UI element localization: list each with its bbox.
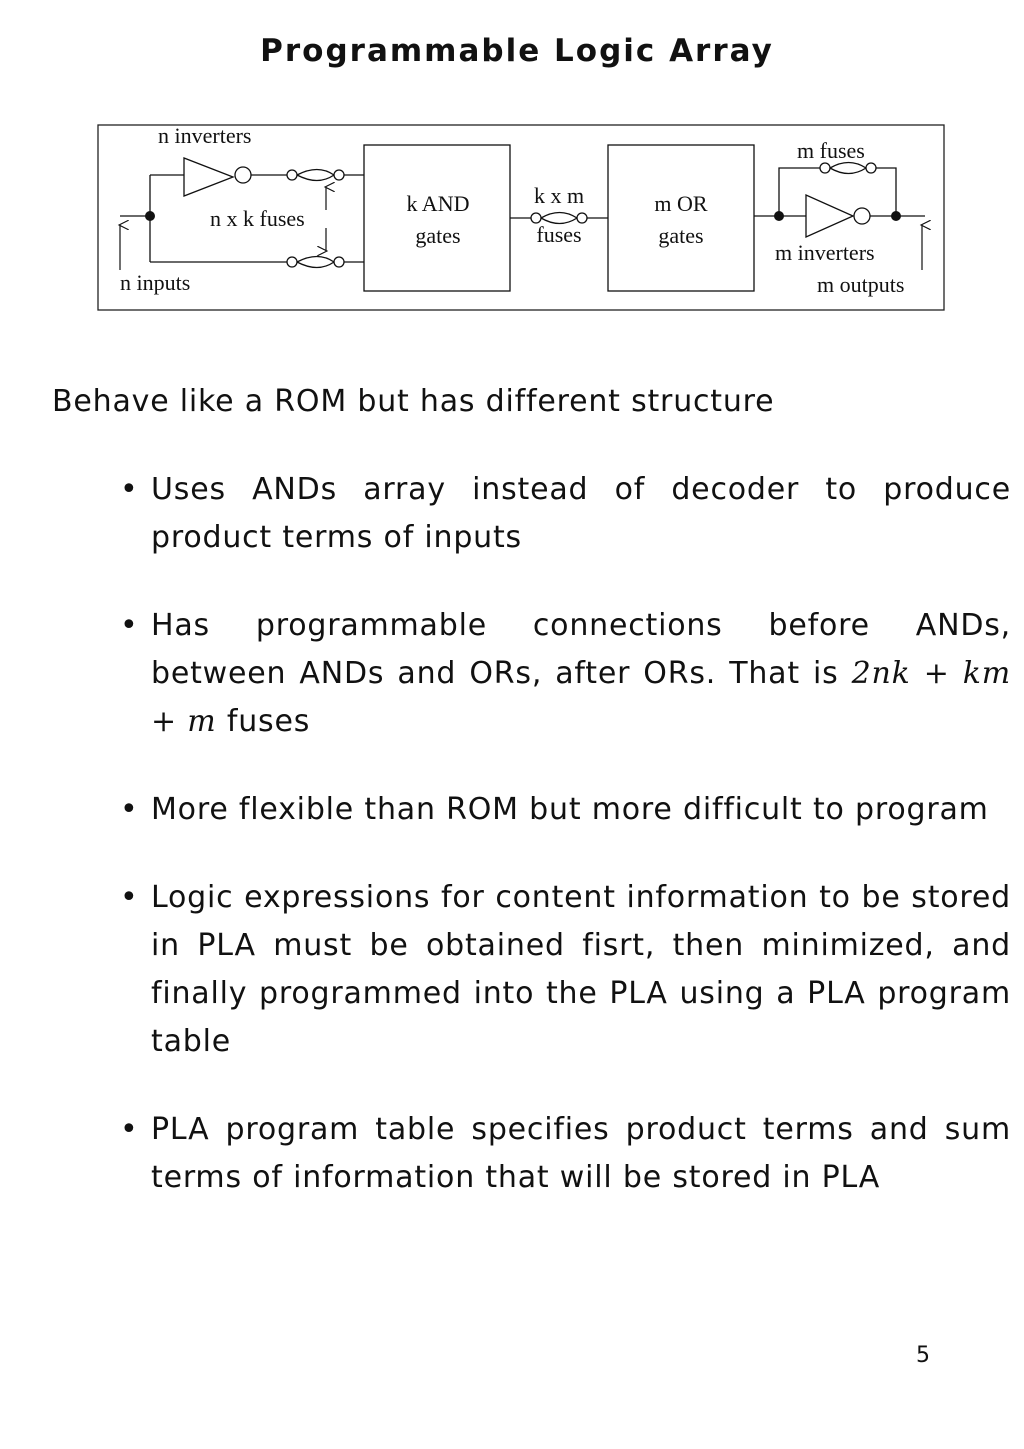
pla-diagram (0, 0, 1024, 330)
page-title: Programmable Logic Array (260, 33, 774, 69)
bullet-text: Uses ANDs array instead of decoder to produce product terms of inputs (151, 472, 1011, 555)
list-item (0, 786, 1011, 834)
label-m-outputs: m outputs (817, 272, 905, 297)
label-n-inputs: n inputs (120, 270, 191, 295)
label-n-x-k-fuses: n x k fuses (210, 206, 305, 231)
or-gates-block (608, 145, 754, 291)
label-n-inverters: n inverters (158, 123, 252, 148)
page-number: 5 (916, 1343, 930, 1368)
bullet-text: PLA program table specifies product terms and sum terms of information that will be stored in PLA (151, 1112, 1011, 1195)
label-or-gates-2: gates (658, 223, 704, 248)
list-item (0, 1106, 1011, 1202)
label-or-gates-1: m OR (654, 191, 708, 216)
bullet-dot: • (120, 472, 139, 507)
label-and-gates-1: k AND (406, 191, 470, 216)
label-kxm-2: fuses (536, 222, 582, 247)
bullet-dot: • (120, 608, 139, 643)
label-and-gates-2: gates (415, 223, 461, 248)
fuse-icon (287, 170, 344, 181)
bullet-dot: • (120, 1112, 139, 1147)
fuse-formula: 2nk + km + m (151, 656, 1012, 739)
intro-text: Behave like a ROM but has different structure (52, 384, 775, 419)
bullet-dot: • (120, 880, 139, 915)
label-kxm-1: k x m (533, 183, 585, 208)
output-inverter-icon (806, 195, 853, 237)
fuse-icon (820, 163, 876, 174)
bullet-list (0, 466, 1011, 1202)
bullet-text (151, 602, 1011, 746)
fuse-icon (287, 257, 344, 268)
input-inverter-icon (184, 158, 233, 196)
bullet-dot: • (120, 792, 139, 827)
list-item (0, 466, 1011, 562)
bullet-text: Logic expressions for content information to be stored in PLA must be obtained fisrt, then minimized, and finally programmed into the PLA using a PLA program table (151, 880, 1011, 1059)
bullet-text-main: Has programmable connections before ANDs, between ANDs and ORs, after ORs. That is (151, 608, 1011, 691)
label-m-fuses: m fuses (797, 138, 865, 163)
label-m-inverters: m inverters (775, 240, 875, 265)
bullet-text-suffix: fuses (216, 704, 311, 739)
bullet-text: More flexible than ROM but more difficult to program (151, 792, 989, 827)
and-gates-block (364, 145, 510, 291)
list-item (0, 874, 1011, 1066)
list-item (0, 602, 1011, 746)
